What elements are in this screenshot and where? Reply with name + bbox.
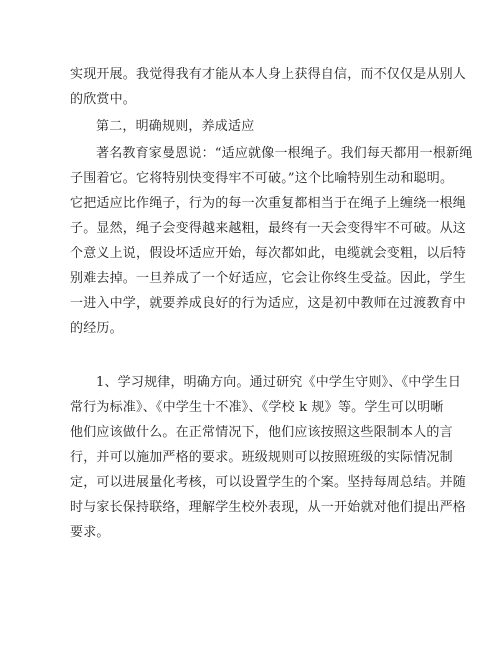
paragraph-line: 别难去掉。一旦养成了一个好适应，它会让你终生受益。因此，学生 — [70, 271, 467, 286]
paragraph-line: 行，并可以施加严格的要求。班级规则可以按照班级的实际情况制 — [70, 450, 453, 465]
paragraph-line: 子。显然，绳子会变得越来越粗，最终有一天会变得牢不可破。从这 — [70, 221, 467, 236]
paragraph-line: 一进入中学，就要养成良好的行为适应，这是初中教师在过渡教育中 — [70, 296, 467, 311]
paragraph-line: 子围着它。它将特别快变得牢不可破。”这个比喻特别生动和聪明。 — [70, 171, 454, 186]
paragraph-line: 的欣赏中。 — [70, 92, 137, 107]
paragraph-line: 个意义上说，假设坏适应开始，每次都如此，电缆就会变粗，以后特 — [70, 246, 467, 261]
paragraph-line: 实现开展。我觉得我有才能从本人身上获得自信，而不仅仅是从别人 — [70, 67, 467, 82]
paragraph-line: 它把适应比作绳子，行为的每一次重复都相当于在绳子上缠绕一根绳 — [70, 196, 467, 211]
numbered-item-line: 1、学习规律，明确方向。通过研究《中学生守则》、《中学生日 — [96, 375, 462, 390]
paragraph-line: 著名教育家曼恩说：“适应就像一根绳子。我们每天都用一根新绳 — [96, 146, 473, 161]
paragraph-line: 要求。 — [70, 525, 110, 540]
paragraph-line: 定，可以进展量化考核，可以设置学生的个案。坚持每周总结。并随 — [70, 475, 467, 490]
paragraph-line: 时与家长保持联络，理解学生校外表现，从一开始就对他们提出严格 — [70, 500, 467, 515]
section-heading: 第二，明确规则，养成适应 — [96, 119, 255, 134]
paragraph-line: 他们应该做什么。在正常情况下，他们应该按照这些限制本人的言 — [70, 425, 453, 440]
paragraph-line: 常行为标准》、《中学生十不准》、《学校 k 规》等。学生可以明晰 — [70, 400, 444, 415]
paragraph-line: 的经历。 — [70, 321, 123, 336]
